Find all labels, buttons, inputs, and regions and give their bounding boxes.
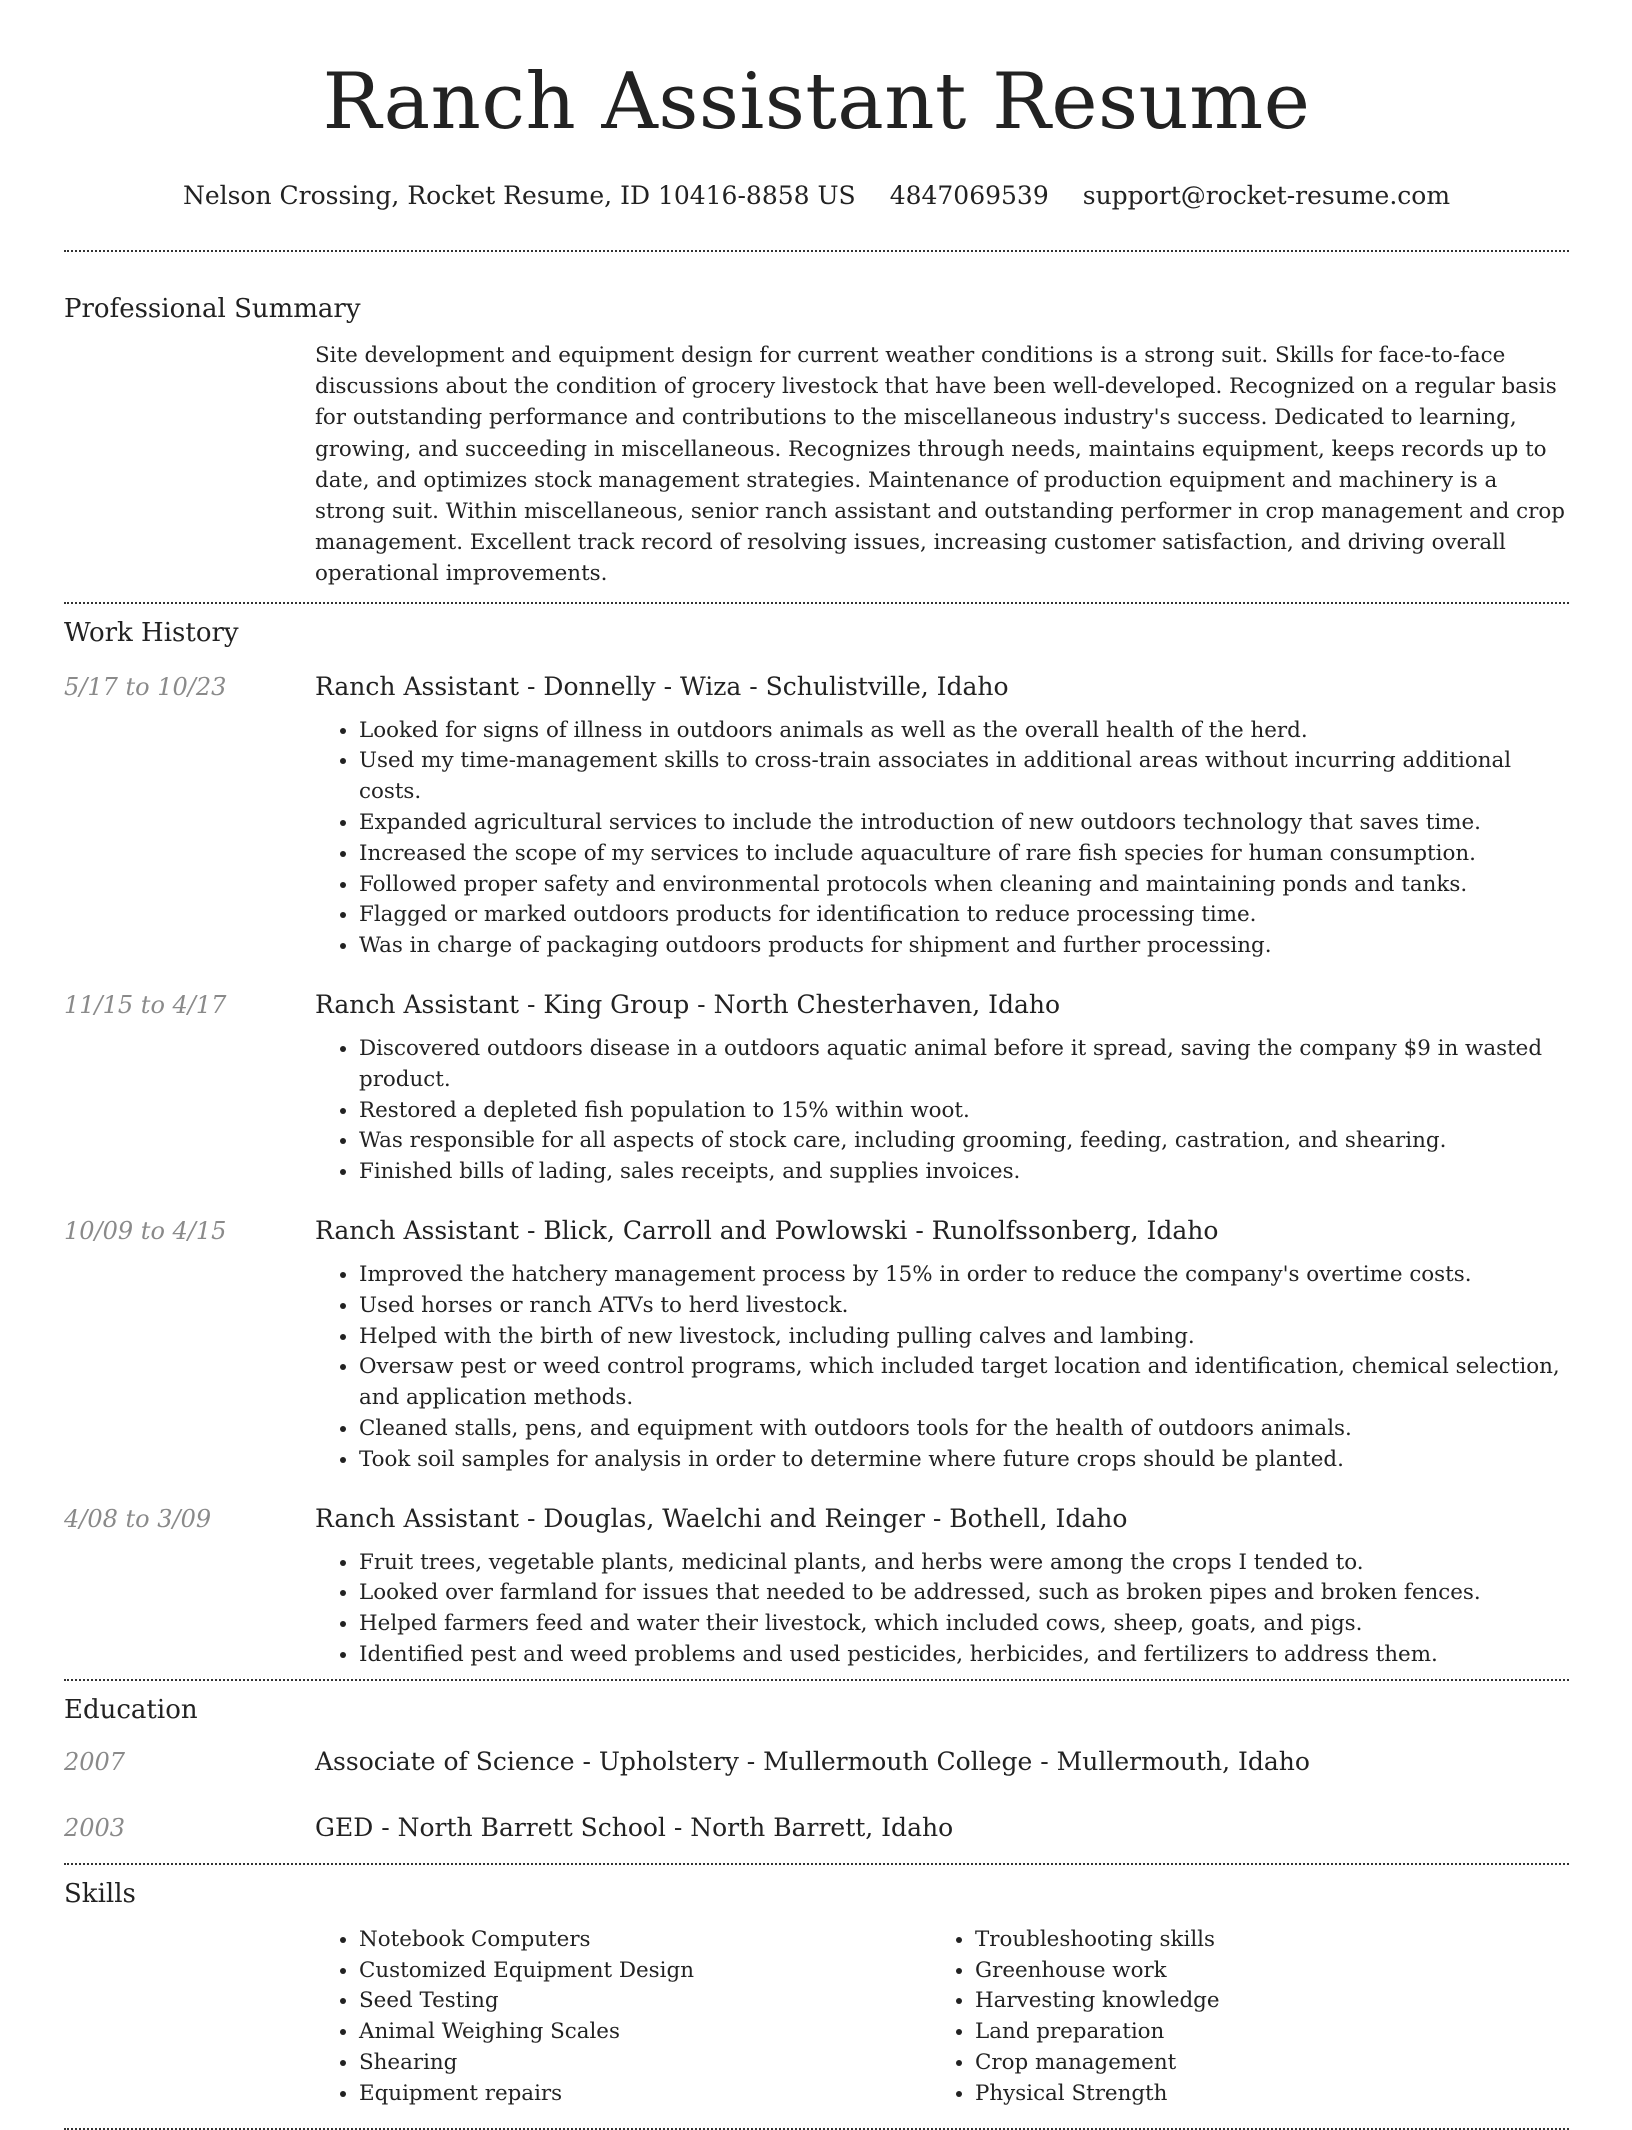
skills-list-left [315,1925,931,2110]
contact-email: support@rocket-resume.com [1082,181,1451,210]
job-bullet: • Was responsible for all aspects of stock care, including grooming, feeding, castration, and shearing. [359,1126,1569,1157]
job-bullet: • Followed proper safety and environmental protocols when cleaning and maintaining ponds and tanks. [359,870,1569,901]
job-entry [64,988,1569,1188]
job-bullet: • Helped farmers feed and water their livestock, which included cows, sheep, goats, and pigs. [359,1609,1569,1640]
job-dates: 5/17 to 10/23 [64,672,227,701]
job-bullet: • Oversaw pest or weed control programs, which included target location and identification, chemical selection, and application methods. [359,1352,1569,1414]
job-dates: 10/09 to 4/15 [64,1216,227,1245]
job-title: Ranch Assistant - Donnelly - Wiza - Schulistville, Idaho [315,671,1009,701]
education-heading: Education [64,1694,198,1725]
skill-item: • Seed Testing [359,1986,931,2017]
job-bullet: • Expanded agricultural services to include the introduction of new outdoors technology that saves time. [359,808,1569,839]
education-entry [64,1745,1569,1779]
job-bullet: • Finished bills of lading, sales receipts, and supplies invoices. [359,1157,1569,1188]
skill-item: • Notebook Computers [359,1925,931,1956]
skill-item: • Animal Weighing Scales [359,2017,931,2048]
skill-item: • Greenhouse work [975,1956,1547,1987]
job-bullet: • Used my time-management skills to cross-train associates in additional areas without incurring additional costs. [359,746,1569,808]
job-bullet: • Improved the hatchery management process by 15% in order to reduce the company's overtime costs. [359,1260,1569,1291]
skill-item: • Shearing [359,2048,931,2079]
job-bullet: • Increased the scope of my services to include aquaculture of rare fish species for human consumption. [359,839,1569,870]
job-entry [64,1502,1569,1679]
resume-page [64,0,1569,2130]
education-entry [64,1811,1569,1863]
job-bullet: • Looked for signs of illness in outdoors animals as well as the overall health of the herd. [359,716,1569,747]
section-divider [64,2128,1569,2130]
skill-item: • Equipment repairs [359,2079,931,2110]
contact-address: Nelson Crossing, Rocket Resume, ID 10416-8858 US [182,181,856,210]
education-year: 2003 [64,1813,126,1842]
job-bullet: • Cleaned stalls, pens, and equipment with outdoors tools for the health of outdoors animals. [359,1414,1569,1445]
skill-item: • Troubleshooting skills [975,1925,1547,1956]
resume-title: Ranch Assistant Resume [322,57,1311,147]
job-bullets [315,716,1569,962]
skills-heading: Skills [64,1878,136,1909]
work-history-heading: Work History [64,617,239,648]
job-bullet: • Was in charge of packaging outdoors products for shipment and further processing. [359,931,1569,962]
skill-item: • Land preparation [975,2017,1547,2048]
skill-item: • Physical Strength [975,2079,1547,2110]
job-bullet: • Took soil samples for analysis in order to determine where future crops should be planted. [359,1445,1569,1476]
job-title: Ranch Assistant - Douglas, Waelchi and Reinger - Bothell, Idaho [315,1503,1128,1533]
job-bullets [315,1034,1569,1188]
job-entry [64,1214,1569,1476]
job-bullet: • Flagged or marked outdoors products for identification to reduce processing time. [359,900,1569,931]
job-bullet: • Helped with the birth of new livestock, including pulling calves and lambing. [359,1322,1569,1353]
job-entry [64,670,1569,962]
job-bullets [315,1260,1569,1476]
job-bullet: • Restored a depleted fish population to 15% within woot. [359,1096,1569,1127]
contact-phone: 4847069539 [889,181,1049,210]
job-dates: 4/08 to 3/09 [64,1504,212,1533]
skill-item: • Crop management [975,2048,1547,2079]
section-divider [64,602,1569,604]
job-title: Ranch Assistant - King Group - North Chesterhaven, Idaho [315,990,1061,1019]
job-bullets [315,1548,1569,1679]
job-title: Ranch Assistant - Blick, Carroll and Powlowski - Runolfssonberg, Idaho [315,1215,1219,1245]
summary-heading: Professional Summary [64,294,361,324]
skill-item: • Harvesting knowledge [975,1986,1547,2017]
skills-list-right [931,1925,1547,2110]
job-bullet: • Fruit trees, vegetable plants, medicinal plants, and herbs were among the crops I tended to. [359,1548,1569,1579]
job-bullet: • Used horses or ranch ATVs to herd livestock. [359,1291,1569,1322]
section-divider [64,250,1569,252]
job-dates: 11/15 to 4/17 [64,991,227,1019]
section-divider [64,1863,1569,1865]
section-divider [64,1679,1569,1681]
summary-text: Site development and equipment design for current weather conditions is a strong suit. Skills for face-to-face discussions about the condition of grocery livestock that have been well-developed. Recognized on a regular basis for outstanding performance and contributions to the miscellaneous industry's success. Dedicated to learning, growing, and succeeding in miscellaneous. Recognizes through needs, maintains equipment, keeps records up to date, and optimizes stock management strategies. Maintenance of production equipment and machinery is a strong suit. Within miscellaneous, senior ranch assistant and outstanding performer in crop management and crop management. Excellent track record of resolving issues, increasing customer satisfaction, and driving overall operational improvements. [315,343,1565,587]
skill-item: • Customized Equipment Design [359,1956,931,1987]
contact-line [64,180,1569,212]
education-title: Associate of Science - Upholstery - Mullermouth College - Mullermouth, Idaho [315,1746,1310,1776]
job-bullet: • Discovered outdoors disease in a outdoors aquatic animal before it spread, saving the company $9 in wasted product. [359,1034,1569,1096]
skills-columns [315,1925,1569,2128]
job-bullet: • Identified pest and weed problems and used pesticides, herbicides, and fertilizers to address them. [359,1640,1569,1671]
job-bullet: • Looked over farmland for issues that needed to be addressed, such as broken pipes and broken fences. [359,1578,1569,1609]
education-year: 2007 [64,1747,126,1776]
education-title: GED - North Barrett School - North Barrett, Idaho [315,1812,954,1842]
